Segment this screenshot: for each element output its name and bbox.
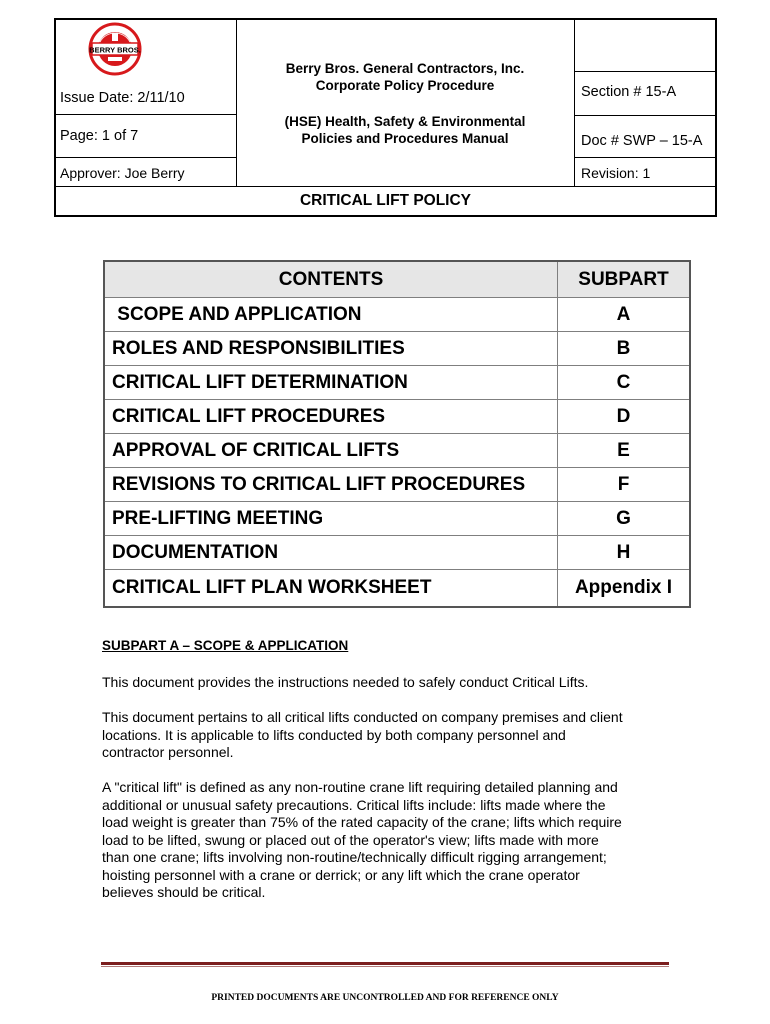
contents-column-header: CONTENTS <box>104 261 558 298</box>
paragraph-line: load to be lifted, swung or placed out of the operator's view; lifts made with more <box>102 831 599 848</box>
header-border-top <box>54 18 717 20</box>
paragraph-line: This document pertains to all critical lifts conducted on company premises and client <box>102 709 623 725</box>
paragraph-line: contractor personnel. <box>102 744 234 760</box>
contents-table <box>103 260 691 608</box>
table-row <box>104 468 690 502</box>
header-border-bottom <box>54 215 717 217</box>
header-row-line <box>574 115 717 116</box>
contents-subpart: Appendix I <box>558 570 691 608</box>
paragraph-1: This document provides the instructions needed to safely conduct Critical Lifts. <box>102 674 589 690</box>
document-header <box>54 18 717 217</box>
manual-title-line2: Policies and Procedures Manual <box>301 131 509 146</box>
header-row-line <box>574 157 717 158</box>
subpart-column-header: SUBPART <box>558 261 691 298</box>
logo-center-text: BERRY BROS. <box>89 45 141 55</box>
contents-header-row <box>104 261 690 298</box>
table-row <box>104 536 690 570</box>
paragraph-3 <box>102 779 682 902</box>
contents-title: PRE-LIFTING MEETING <box>104 502 558 536</box>
header-row-line <box>574 71 717 72</box>
footer-rule-shadow <box>101 966 669 967</box>
contents-title: CRITICAL LIFT DETERMINATION <box>104 366 558 400</box>
contents-subpart: A <box>558 298 691 332</box>
contents-subpart: E <box>558 434 691 468</box>
issue-date: Issue Date: 2/11/10 <box>60 90 185 106</box>
contents-title: APPROVAL OF CRITICAL LIFTS <box>104 434 558 468</box>
footer-rule <box>101 962 669 965</box>
header-row-line <box>54 157 236 158</box>
procedure-type: Corporate Policy Procedure <box>315 78 495 93</box>
contents-subpart: D <box>558 400 691 434</box>
contents-title: DOCUMENTATION <box>104 536 558 570</box>
contents-title: REVISIONS TO CRITICAL LIFT PROCEDURES <box>104 468 558 502</box>
subpart-a-heading: SUBPART A – SCOPE & APPLICATION <box>102 638 349 653</box>
section-number: Section # 15-A <box>581 84 677 100</box>
approver: Approver: Joe Berry <box>60 165 185 181</box>
table-row <box>104 366 690 400</box>
footer-notice: PRINTED DOCUMENTS ARE UNCONTROLLED AND FOR REFERENCE ONLY <box>211 993 559 1003</box>
table-row <box>104 502 690 536</box>
table-row <box>104 298 690 332</box>
table-row <box>104 332 690 366</box>
page-number: Page: 1 of 7 <box>60 128 139 144</box>
table-row <box>104 570 690 608</box>
contents-subpart: C <box>558 366 691 400</box>
manual-title-line1: (HSE) Health, Safety & Environmental <box>284 114 526 129</box>
paragraph-line: locations. It is applicable to lifts conducted by both company personnel and <box>102 726 566 743</box>
contents-subpart: H <box>558 536 691 570</box>
paragraph-2 <box>102 709 682 762</box>
contents-title: CRITICAL LIFT PLAN WORKSHEET <box>104 570 558 608</box>
policy-title: CRITICAL LIFT POLICY <box>299 192 472 209</box>
paragraph-line: additional or unusual safety precautions. Critical lifts include: lifts made where the <box>102 796 606 813</box>
table-row <box>104 400 690 434</box>
revision: Revision: 1 <box>581 165 651 181</box>
contents-subpart: G <box>558 502 691 536</box>
header-underline-stub <box>54 215 122 217</box>
header-divider-right <box>574 18 575 186</box>
paragraph-line: believes should be critical. <box>102 884 266 900</box>
company-name: Berry Bros. General Contractors, Inc. <box>285 61 525 76</box>
doc-number: Doc # SWP – 15-A <box>581 133 703 149</box>
paragraph-line: than one crane; lifts involving non-routine/technically difficult rigging arrangement; <box>102 849 607 865</box>
header-border-left <box>54 18 56 217</box>
contents-subpart: F <box>558 468 691 502</box>
contents-title: CRITICAL LIFT PROCEDURES <box>104 400 558 434</box>
contents-title: ROLES AND RESPONSIBILITIES <box>104 332 558 366</box>
header-row-line <box>54 114 236 115</box>
header-row-line <box>54 186 717 187</box>
paragraph-line: load weight is greater than 75% of the rated capacity of the crane; lifts which require <box>102 814 622 830</box>
paragraph-line: hoisting personnel with a crane or derrick; or any lift which the crane operator <box>102 866 580 883</box>
table-row <box>104 434 690 468</box>
contents-title: SCOPE AND APPLICATION <box>104 298 558 332</box>
company-logo <box>88 22 142 76</box>
paragraph-line: A "critical lift" is defined as any non-routine crane lift requiring detailed planning and <box>102 779 618 795</box>
contents-subpart: B <box>558 332 691 366</box>
header-border-right <box>715 18 717 217</box>
header-divider-left <box>236 18 237 186</box>
